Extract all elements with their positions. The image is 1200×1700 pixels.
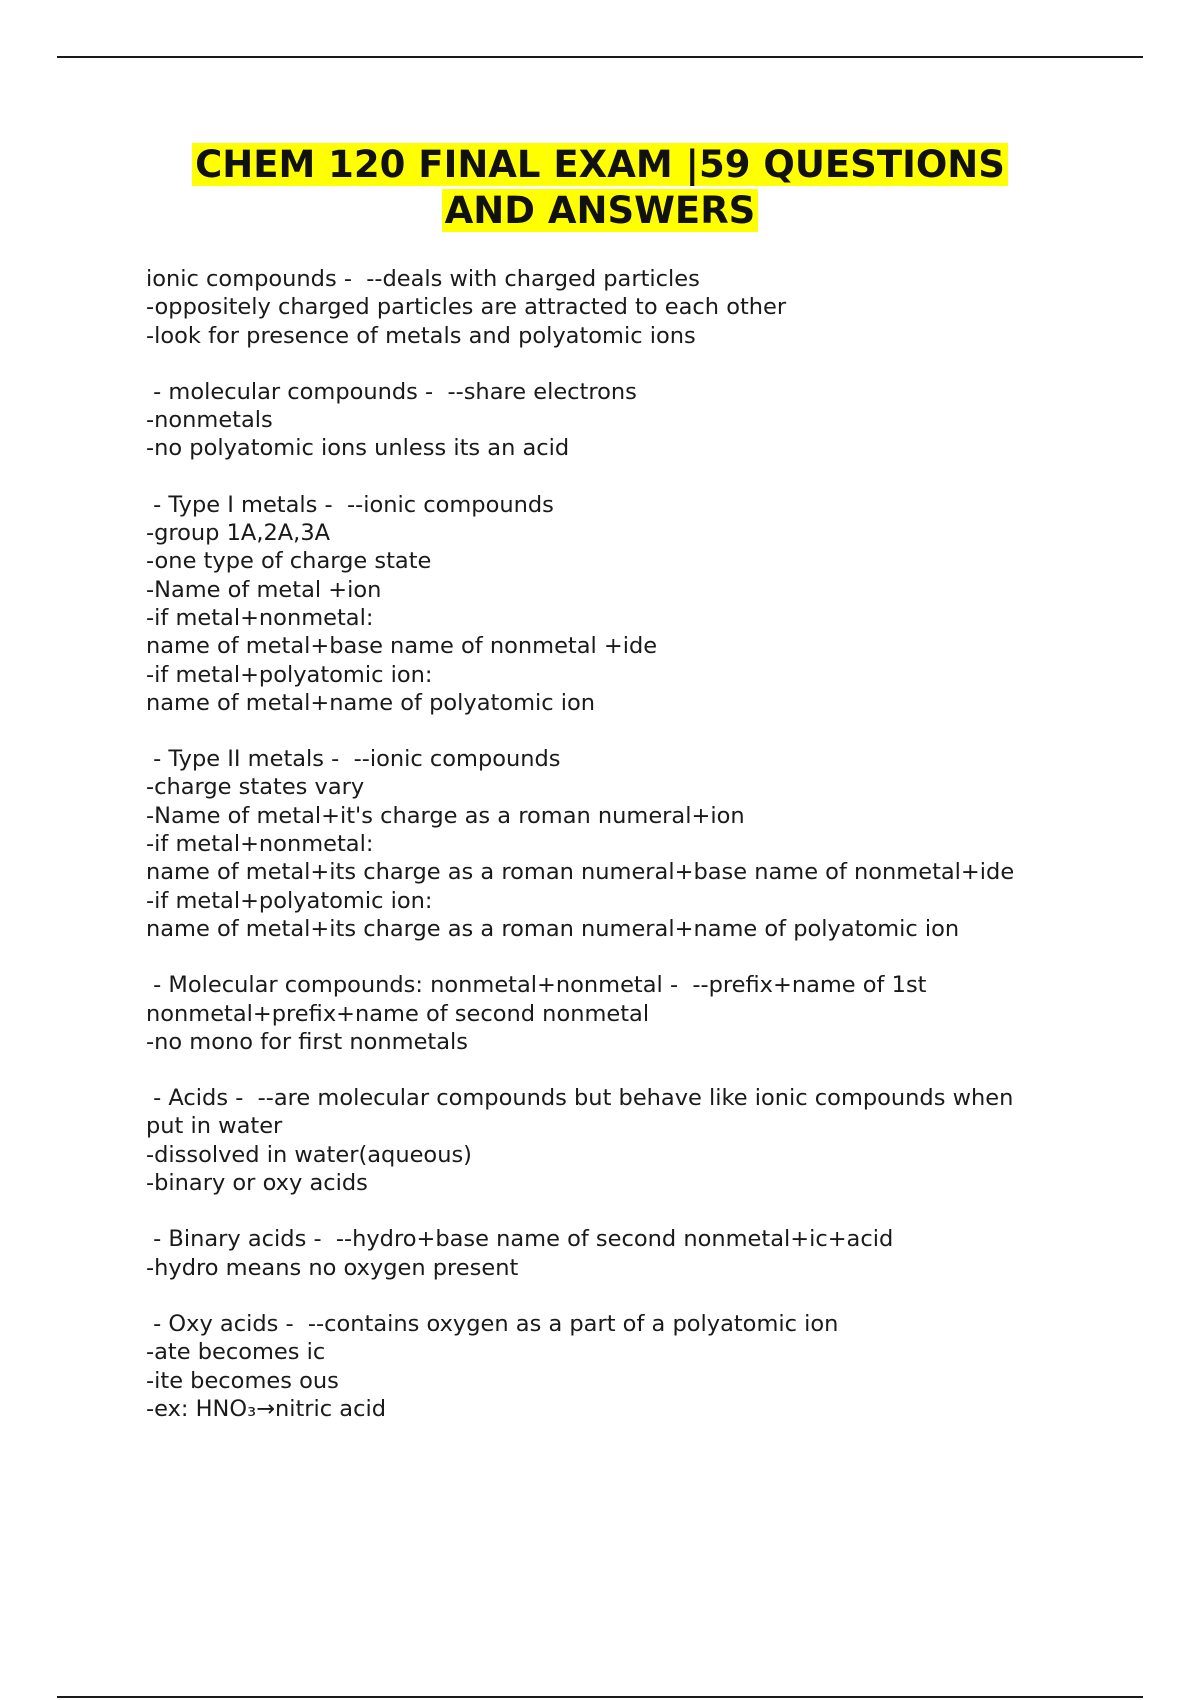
- qa-block-type-i-metals: [146, 491, 1146, 717]
- text-line: -no polyatomic ions unless its an acid: [146, 435, 570, 462]
- text-line: -one type of charge state: [146, 548, 432, 575]
- text-line: -no mono for first nonmetals: [146, 1028, 468, 1055]
- text-line: -charge states vary: [146, 774, 365, 801]
- text-line: -if metal+polyatomic ion:: [146, 887, 433, 914]
- text-line: -ite becomes ous: [146, 1367, 339, 1394]
- text-line: - Oxy acids - --contains oxygen as a part of a polyatomic ion: [146, 1310, 839, 1337]
- text-line: -if metal+nonmetal:: [146, 604, 374, 631]
- text-line: ionic compounds - --deals with charged particles: [146, 266, 700, 292]
- text-line: -oppositely charged particles are attracted to each other: [146, 294, 787, 321]
- text-line: - Type II metals - --ionic compounds: [146, 746, 561, 773]
- title-line-1: CHEM 120 FINAL EXAM |59 QUESTIONS: [192, 143, 1008, 186]
- title-block: [100, 142, 1100, 234]
- top-rule: [57, 56, 1143, 58]
- qa-block-type-ii-metals: [146, 745, 1146, 943]
- text-line: name of metal+its charge as a roman numeral+base name of nonmetal+ide: [146, 859, 1015, 886]
- page-title: [100, 142, 1100, 234]
- qa-block-acids: [146, 1084, 1146, 1197]
- text-line: -dissolved in water(aqueous): [146, 1141, 472, 1168]
- text-line: -binary or oxy acids: [146, 1170, 368, 1197]
- qa-block-binary-acids: [146, 1225, 1146, 1282]
- qa-block-molecular-compounds: [146, 378, 1146, 463]
- text-line: name of metal+base name of nonmetal +ide: [146, 633, 658, 660]
- text-line: -look for presence of metals and polyatomic ions: [146, 322, 696, 349]
- text-line: -ate becomes ic: [146, 1339, 326, 1366]
- text-line: name of metal+its charge as a roman numeral+name of polyatomic ion: [146, 915, 960, 942]
- bottom-rule: [57, 1696, 1143, 1698]
- text-line: -if metal+nonmetal:: [146, 831, 374, 858]
- text-line: -Name of metal +ion: [146, 576, 382, 603]
- qa-block-ionic-compounds: [146, 265, 1146, 350]
- text-line: put in water: [146, 1113, 283, 1140]
- text-line: -nonmetals: [146, 407, 273, 434]
- document-body: [146, 265, 1146, 1451]
- text-line: - molecular compounds - --share electrons: [146, 378, 637, 405]
- qa-block-oxy-acids: [146, 1310, 1146, 1423]
- text-line: - Type I metals - --ionic compounds: [146, 491, 554, 518]
- text-line: -ex: HNO₃→nitric acid: [146, 1395, 386, 1422]
- text-line: - Acids - --are molecular compounds but behave like ionic compounds when: [146, 1085, 1014, 1112]
- text-line: name of metal+name of polyatomic ion: [146, 689, 596, 716]
- text-line: -group 1A,2A,3A: [146, 520, 331, 547]
- qa-block-molecular-naming: [146, 971, 1146, 1056]
- title-line-2: AND ANSWERS: [442, 189, 759, 232]
- text-line: nonmetal+prefix+name of second nonmetal: [146, 1000, 650, 1027]
- text-line: -hydro means no oxygen present: [146, 1254, 519, 1281]
- text-line: -if metal+polyatomic ion:: [146, 661, 433, 688]
- text-line: -Name of metal+it's charge as a roman numeral+ion: [146, 802, 745, 829]
- text-line: - Molecular compounds: nonmetal+nonmetal - --prefix+name of 1st: [146, 972, 927, 999]
- text-line: - Binary acids - --hydro+base name of second nonmetal+ic+acid: [146, 1226, 894, 1253]
